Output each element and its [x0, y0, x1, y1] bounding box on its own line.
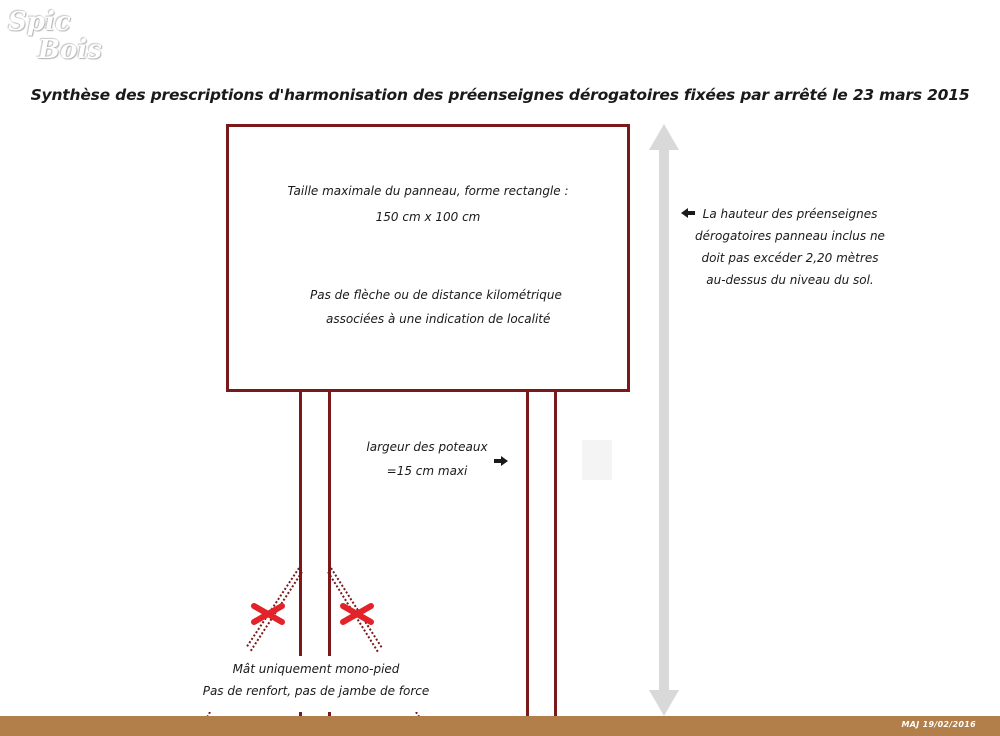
ground [0, 716, 1000, 736]
height-note-line-4: au-dessus du niveau du sol. [706, 273, 874, 287]
single-mast-line-1: Mât uniquement mono-pied [232, 662, 400, 676]
post-width-value: =15 cm maxi [386, 464, 468, 478]
height-note-line-2: dérogatoires panneau inclus ne [695, 229, 885, 243]
no-arrow-rule-line-1: Pas de flèche ou de distance kilométrique [310, 288, 562, 302]
faint-mark [582, 440, 612, 480]
height-note-line-3: doit pas excéder 2,20 mètres [701, 251, 879, 265]
logo-line-1: Spic [8, 7, 71, 37]
height-note-line-1: La hauteur des préenseignes [702, 207, 878, 221]
right-post-inner-edge [526, 388, 529, 736]
panel-size-value: 150 cm x 100 cm [375, 210, 481, 224]
no-arrow-rule-line-2: associées à une indication de localité [326, 312, 551, 326]
single-mast-line-2: Pas de renfort, pas de jambe de force [202, 684, 430, 698]
right-post-outer-edge [554, 388, 557, 736]
logo-line-2: Bois [38, 35, 102, 65]
panel-size-label: Taille maximale du panneau, forme rectangle : [287, 184, 569, 198]
red-x-icon-left-brace [254, 606, 282, 622]
height-note [670, 203, 910, 291]
page-title: Synthèse des prescriptions d'harmonisation des préenseignes dérogatoires fixées par arrêté le 23 mars 2015 [30, 86, 970, 104]
update-date: MAJ 19/02/2016 [901, 720, 976, 729]
post-width-label: largeur des poteaux [366, 440, 488, 454]
sign-panel [226, 124, 630, 392]
